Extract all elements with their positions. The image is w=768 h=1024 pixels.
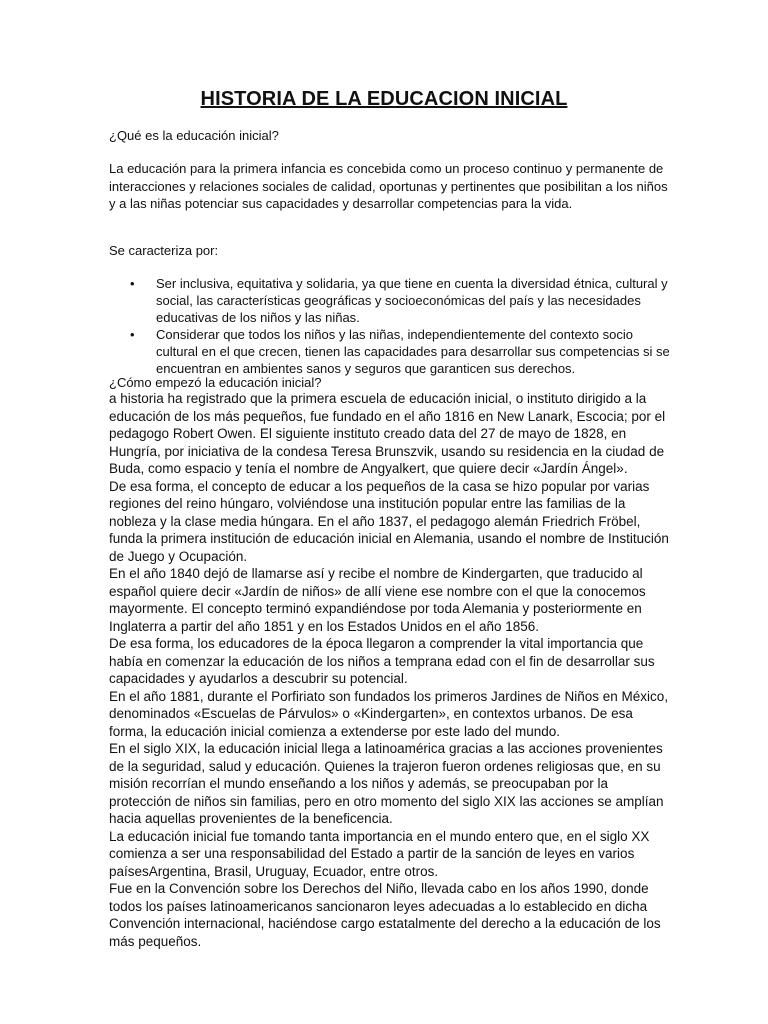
body-paragraph: a historia ha registrado que la primera escuela de educación inicial, o instituto dirigido a la educación de los más pequeños, fue fundado en el año 1816 en New Lanark, Escocia; por el pedagogo Robert Owen. El siguiente instituto creado data del 27 de mayo de 1828, en Hungría, por iniciativa de la condesa Teresa Brunszvik, usando su residencia en la ciudad de Buda, como espacio y tenía el nombre de Angyalkert, que quiere decir «Jardín Ángel». xyxy=(109,391,666,476)
list-item xyxy=(130,275,670,326)
body-paragraph: En el año 1881, durante el Porfiriato son fundados los primeros Jardines de Niños en México, denominados «Escuelas de Párvulos» o «Kindergarten», en contextos urbanos. De esa forma, la educación inicial comienza a extenderse por este lado del mundo. xyxy=(109,688,669,739)
body-paragraph: De esa forma, el concepto de educar a los pequeños de la casa se hizo popular por varias regiones del reino húngaro, volviéndose una institución popular entre las familias de la nobleza y la clase media húngara. En el año 1837, el pedagogo alemán Friedrich Fröbel, funda la primera institución de educación inicial en Alemania, usando el nombre de Institución de Juego y Ocupación. xyxy=(109,478,669,564)
list-item-text: Ser inclusiva, equitativa y solidaria, ya que tiene en cuenta la diversidad étnica, cultural y social, las características geográficas y socioeconómicas del país y las necesidades educativas de los niños y las niñas. xyxy=(156,276,668,325)
page-title: HISTORIA DE LA EDUCACION INICIAL xyxy=(200,88,568,110)
body-paragraph: Fue en la Convención sobre los Derechos del Niño, llevada cabo en los años 1990, donde todos los países latinoamericanos sancionaron leyes adecuadas a lo establecido en dicha Convención internacional, haciéndose cargo estatalmente del derecho a la educación de los más pequeños. xyxy=(109,881,661,949)
characteristics-list xyxy=(130,275,670,377)
body-paragraph: En el año 1840 dejó de llamarse así y recibe el nombre de Kindergarten, que traducido al español quiere decir «Jardín de niños» de allí viene ese nombre con el que la conocemos mayormente. El concepto terminó expandiéndose por toda Alemania y posteriormente en Inglaterra a partir del año 1851 y en los Estados Unidos en el año 1856. xyxy=(109,566,646,634)
list-item xyxy=(130,326,670,377)
history-body xyxy=(109,390,669,950)
bullet-icon: • xyxy=(130,276,135,291)
characteristics-heading: Se caracteriza por: xyxy=(109,243,219,258)
section-question-how-started: ¿Cómo empezó la educación inicial? xyxy=(109,375,322,390)
section-question-what-is: ¿Qué es la educación inicial? xyxy=(109,128,279,143)
list-item-text: Considerar que todos los niños y las niñas, independientemente del contexto socio cultural en el que crecen, tienen las capacidades para desarrollar sus competencias si se encuentran en ambientes sanos y seguros que garanticen sus derechos. xyxy=(156,327,670,376)
body-paragraph: De esa forma, los educadores de la época llegaron a comprender la vital importancia que había en comenzar la educación de los niños a temprana edad con el fin de desarrollar sus capacidades y ayudarlos a descubrir su potencial. xyxy=(109,636,655,686)
intro-paragraph: La educación para la primera infancia es concebida como un proceso continuo y permanente de interacciones y relaciones sociales de calidad, oportunas y pertinentes que posibilitan a los niños y a las niñas potenciar sus capacidades y desarrollar competencias para la vida. xyxy=(109,161,668,211)
body-paragraph: La educación inicial fue tomando tanta importancia en el mundo entero que, en el siglo XX comienza a ser una responsabilidad del Estado a partir de la sanción de leyes en varios paísesArgentina, Brasil, Uruguay, Ecuador, entre otros. xyxy=(109,828,650,879)
bullet-icon: • xyxy=(130,327,135,342)
body-paragraph: En el siglo XIX, la educación inicial llega a latinoamérica gracias a las acciones provenientes de la seguridad, salud y educación. Quienes la trajeron fueron ordenes religiosas que, en su misión recorrían el mundo enseñando a los niños y además, se preocupaban por la protección de niños sin familias, pero en otro momento del siglo XIX las acciones se amplían hacia aquellas provenientes de la beneficencia. xyxy=(109,741,664,826)
